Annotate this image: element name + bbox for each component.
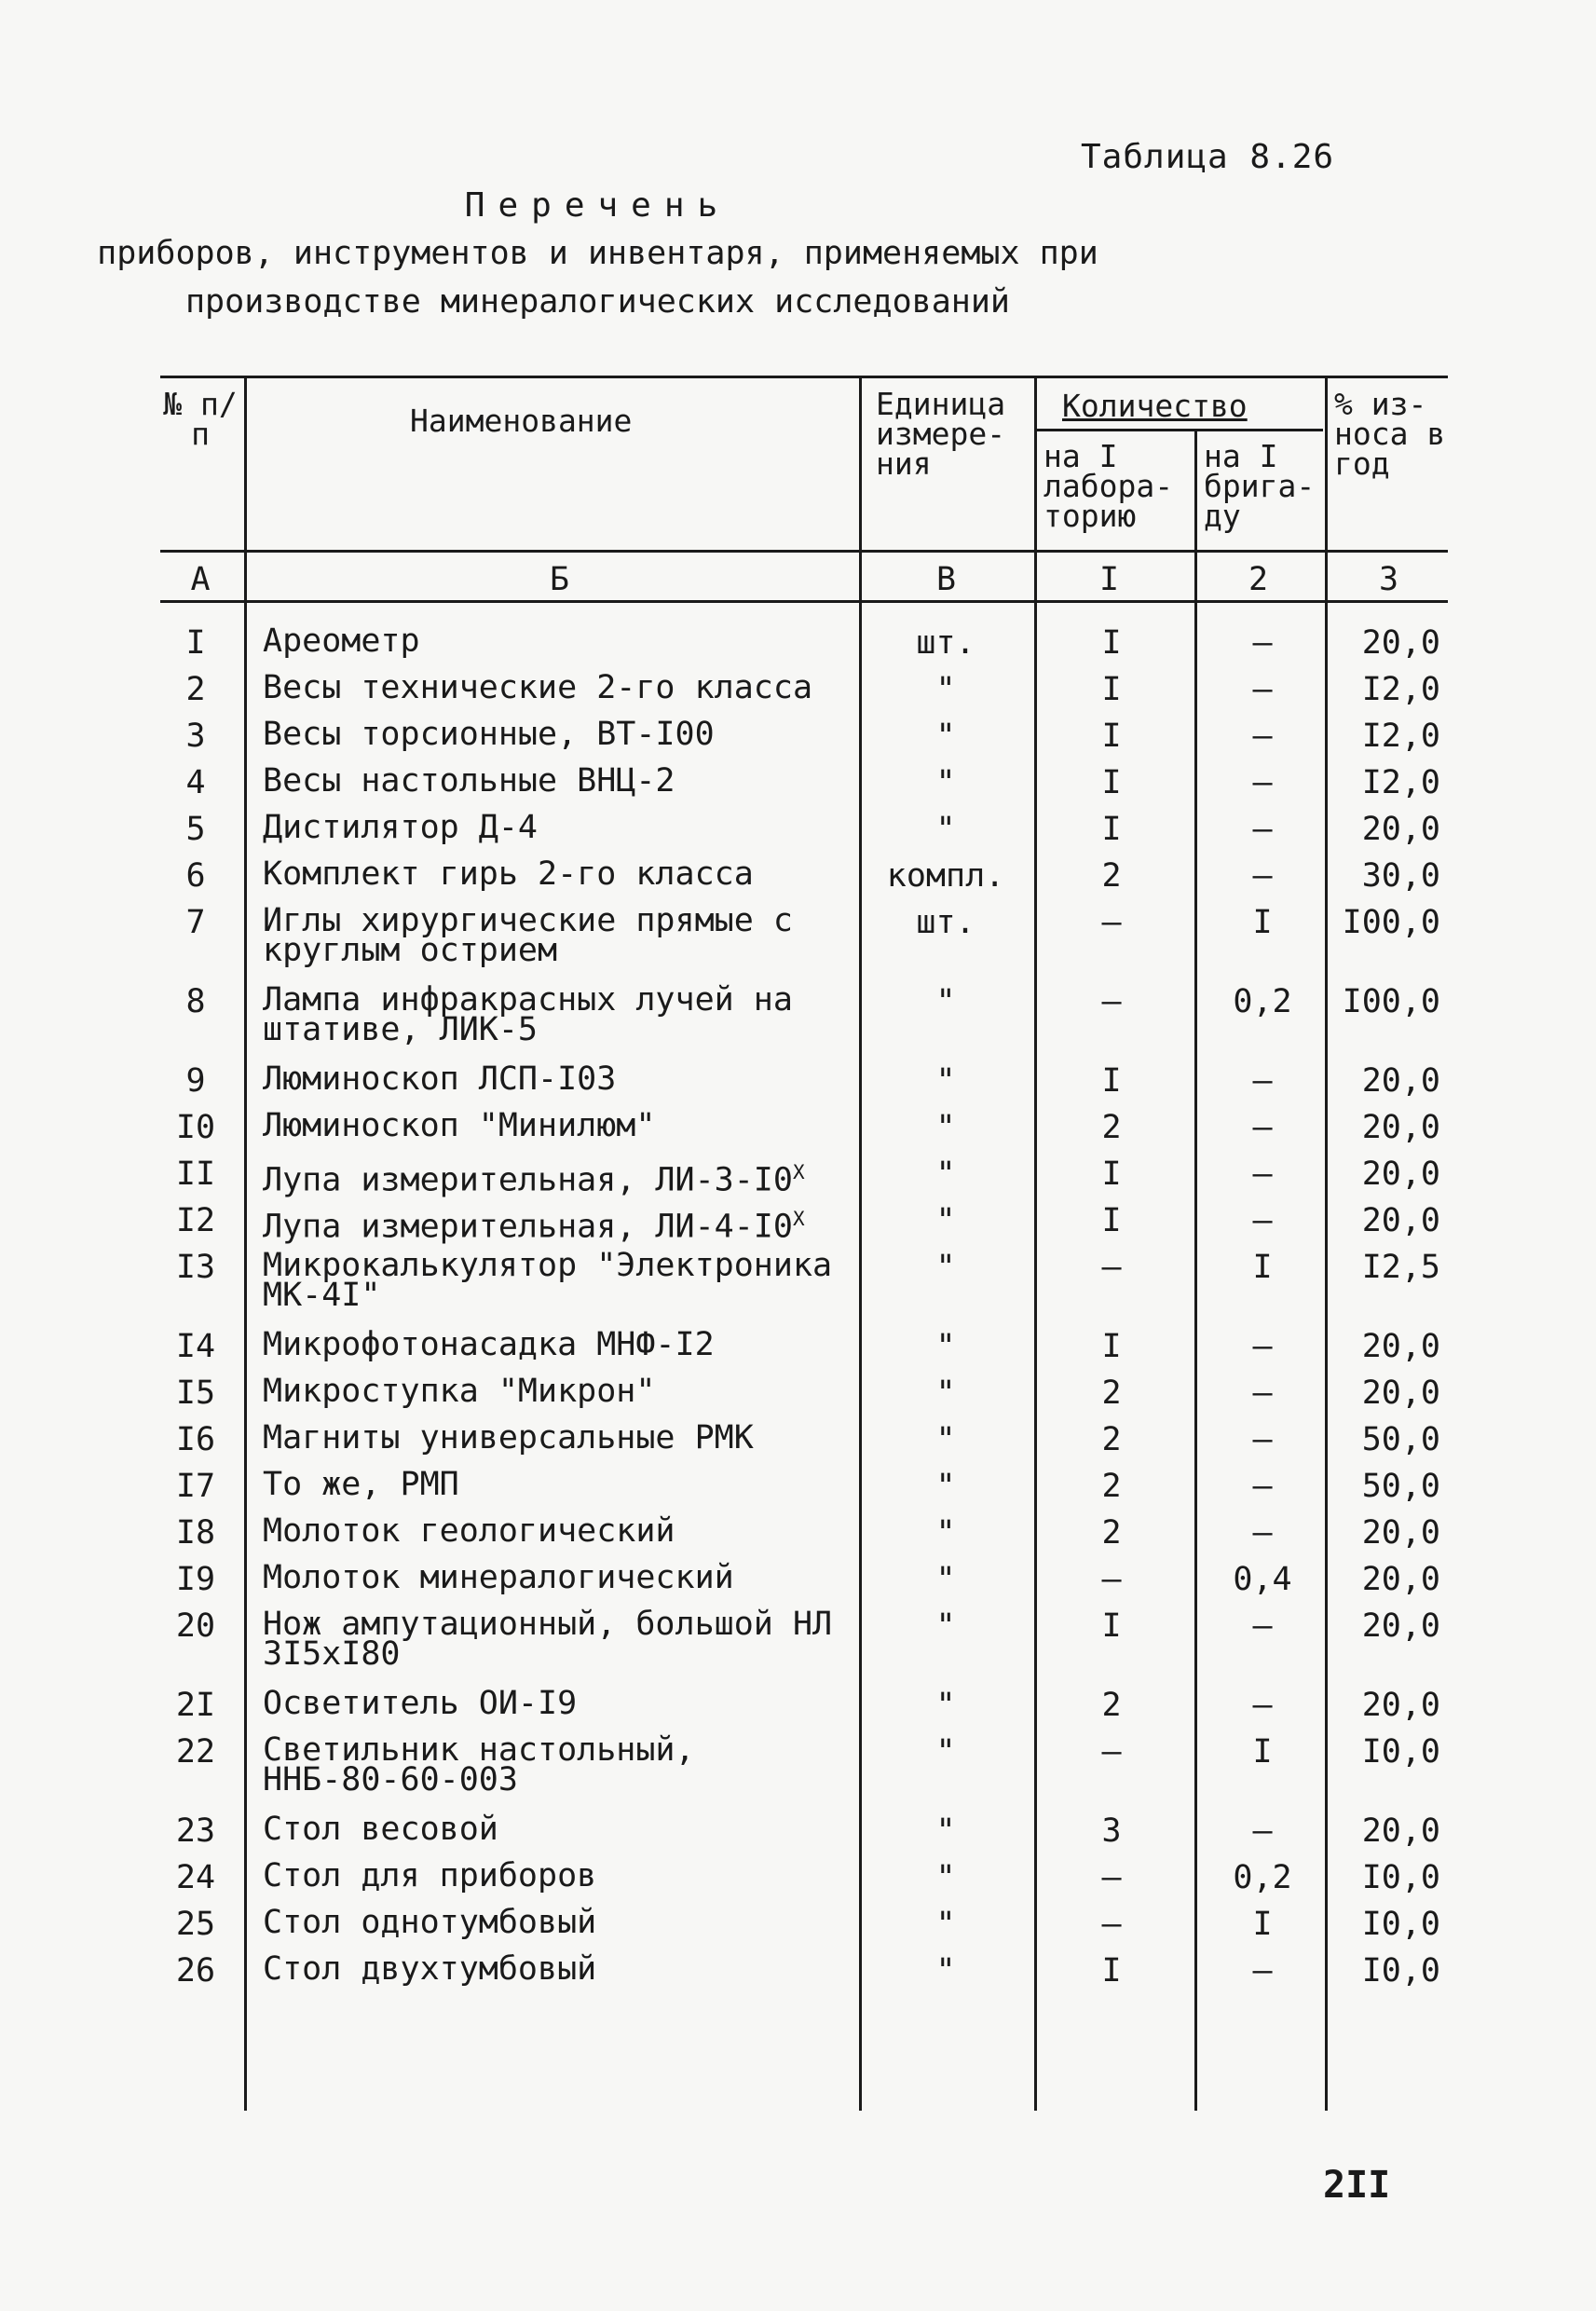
row-qty-brigade: I bbox=[1252, 1249, 1273, 1286]
row-number: I3 bbox=[175, 1249, 216, 1286]
row-unit: " bbox=[935, 1607, 956, 1645]
code-wear: 3 bbox=[1379, 561, 1399, 598]
row-unit: шт. bbox=[916, 904, 975, 941]
header-name: Наименование bbox=[410, 403, 633, 439]
row-name: Лупа измерительная, $ЛИ-3-I0^X$ bbox=[263, 1161, 805, 1199]
row-unit: " bbox=[935, 1906, 956, 1943]
row-wear: 30,0 bbox=[1361, 857, 1440, 895]
row-wear: 20,0 bbox=[1361, 811, 1440, 848]
row-unit: " bbox=[935, 1952, 956, 1990]
title-subheading-line2: производстве минералогических исследований bbox=[184, 283, 1010, 321]
row-unit: " bbox=[935, 1421, 956, 1458]
row-unit: " bbox=[935, 1249, 956, 1286]
row-unit: " bbox=[935, 1202, 956, 1239]
row-qty-brigade: 0,2 bbox=[1233, 983, 1292, 1020]
row-qty-brigade: I bbox=[1252, 1906, 1273, 1943]
row-qty-brigade: – bbox=[1252, 764, 1273, 801]
header-wear: % из- носа в год bbox=[1334, 386, 1446, 482]
row-name: Нож ампутационный, большой НЛ 3I5xI80 bbox=[263, 1606, 833, 1673]
row-qty-lab: I bbox=[1101, 1062, 1122, 1100]
row-name: Стол для приборов bbox=[263, 1857, 597, 1894]
row-qty-lab: I bbox=[1101, 1607, 1122, 1645]
row-name: Люминоскоп ЛСП-I03 bbox=[263, 1060, 617, 1098]
header-unit: Единица измере- ния bbox=[876, 386, 1006, 482]
row-number: 5 bbox=[185, 811, 206, 848]
row-unit: " bbox=[935, 1374, 956, 1412]
row-wear: I0,0 bbox=[1361, 1906, 1440, 1943]
row-number: I6 bbox=[175, 1421, 216, 1458]
row-qty-brigade: – bbox=[1252, 624, 1273, 662]
row-qty-brigade: – bbox=[1252, 671, 1273, 708]
row-qty-brigade: – bbox=[1252, 1202, 1273, 1239]
row-number: 8 bbox=[185, 983, 206, 1020]
row-qty-lab: – bbox=[1101, 904, 1122, 941]
row-number: 24 bbox=[175, 1859, 216, 1896]
row-wear: I2,0 bbox=[1361, 671, 1440, 708]
row-qty-brigade: – bbox=[1252, 1421, 1273, 1458]
row-name: Комплект гирь 2-го класса bbox=[263, 855, 754, 893]
row-unit: " bbox=[935, 1109, 956, 1146]
row-qty-lab: 2 bbox=[1101, 1421, 1122, 1458]
row-qty-brigade: – bbox=[1252, 1468, 1273, 1505]
row-wear: 20,0 bbox=[1361, 1687, 1440, 1724]
row-unit: " bbox=[935, 983, 956, 1020]
row-number: I8 bbox=[175, 1514, 216, 1552]
row-name: Лупа измерительная, $ЛИ-4-I0^X$ bbox=[263, 1208, 805, 1246]
row-name: Ареометр bbox=[263, 622, 420, 660]
row-wear: I00,0 bbox=[1342, 904, 1440, 941]
row-qty-lab: 2 bbox=[1101, 1514, 1122, 1552]
row-qty-brigade: – bbox=[1252, 857, 1273, 895]
row-unit: " bbox=[935, 764, 956, 801]
row-name: Стол весовой bbox=[263, 1811, 498, 1848]
row-name-superscript: X bbox=[792, 1161, 805, 1183]
row-number: I4 bbox=[175, 1328, 216, 1365]
row-number: 3 bbox=[185, 718, 206, 755]
row-wear: I2,0 bbox=[1361, 764, 1440, 801]
row-qty-brigade: 0,4 bbox=[1233, 1561, 1292, 1598]
row-unit: шт. bbox=[916, 624, 975, 662]
row-unit: " bbox=[935, 1468, 956, 1505]
row-name: Стол двухтумбовый bbox=[263, 1950, 597, 1988]
row-wear: 20,0 bbox=[1361, 1374, 1440, 1412]
header-per-lab: на I лабора- торию bbox=[1044, 438, 1174, 534]
row-number: 4 bbox=[185, 764, 206, 801]
codes-bottom-rule bbox=[160, 600, 1448, 603]
row-number: 6 bbox=[185, 857, 206, 895]
row-qty-lab: 2 bbox=[1101, 1109, 1122, 1146]
row-qty-lab: I bbox=[1101, 624, 1122, 662]
row-number: I5 bbox=[175, 1374, 216, 1412]
row-unit: " bbox=[935, 671, 956, 708]
row-qty-lab: – bbox=[1101, 983, 1122, 1020]
row-qty-brigade: – bbox=[1252, 1812, 1273, 1850]
row-wear: 50,0 bbox=[1361, 1421, 1440, 1458]
row-number: I bbox=[185, 624, 206, 662]
row-wear: 20,0 bbox=[1361, 1109, 1440, 1146]
table-label: Таблица 8.26 bbox=[1081, 138, 1335, 176]
row-number: 2I bbox=[175, 1687, 216, 1724]
row-unit: компл. bbox=[886, 857, 1005, 895]
row-wear: 20,0 bbox=[1361, 1561, 1440, 1598]
row-qty-brigade: – bbox=[1252, 718, 1273, 755]
row-qty-lab: – bbox=[1101, 1733, 1122, 1771]
row-number: I9 bbox=[175, 1561, 216, 1598]
row-wear: I0,0 bbox=[1361, 1952, 1440, 1990]
row-qty-brigade: – bbox=[1252, 1109, 1273, 1146]
row-name: Микрокалькулятор "Электроника МК-4I" bbox=[263, 1247, 833, 1314]
header-per-brigade: на I брига- ду bbox=[1204, 438, 1316, 534]
row-qty-lab: I bbox=[1101, 671, 1122, 708]
row-number: I7 bbox=[175, 1468, 216, 1505]
row-qty-brigade: – bbox=[1252, 1328, 1273, 1365]
row-wear: I0,0 bbox=[1361, 1733, 1440, 1771]
row-name: Люминоскоп "Минилюм" bbox=[263, 1107, 656, 1144]
row-name: Осветитель ОИ-I9 bbox=[263, 1685, 578, 1722]
row-name: Светильник настольный, ННБ-80-60-003 bbox=[263, 1731, 695, 1798]
row-name: Стол однотумбовый bbox=[263, 1904, 597, 1941]
row-number: 23 bbox=[175, 1812, 216, 1850]
header-num: № п/п bbox=[163, 386, 238, 452]
row-wear: 20,0 bbox=[1361, 1062, 1440, 1100]
row-number: 26 bbox=[175, 1952, 216, 1990]
row-qty-lab: – bbox=[1101, 1906, 1122, 1943]
row-wear: I2,5 bbox=[1361, 1249, 1440, 1286]
row-qty-brigade: 0,2 bbox=[1233, 1859, 1292, 1896]
row-name: Молоток минералогический bbox=[263, 1559, 734, 1596]
row-qty-lab: I bbox=[1101, 1156, 1122, 1193]
row-qty-brigade: – bbox=[1252, 811, 1273, 848]
row-number: 2 bbox=[185, 671, 206, 708]
row-wear: 20,0 bbox=[1361, 1514, 1440, 1552]
row-unit: " bbox=[935, 1812, 956, 1850]
row-qty-brigade: – bbox=[1252, 1607, 1273, 1645]
row-wear: 20,0 bbox=[1361, 624, 1440, 662]
row-number: 20 bbox=[175, 1607, 216, 1645]
row-number: 7 bbox=[185, 904, 206, 941]
row-wear: 20,0 bbox=[1361, 1328, 1440, 1365]
row-qty-lab: I bbox=[1101, 718, 1122, 755]
quantity-subheader-rule bbox=[1036, 429, 1323, 431]
row-name: Весы технические 2-го класса bbox=[263, 669, 813, 706]
row-qty-lab: I bbox=[1101, 811, 1122, 848]
row-qty-lab: – bbox=[1101, 1249, 1122, 1286]
row-name: Весы торсионные, ВТ-I00 bbox=[263, 716, 715, 753]
row-number: 25 bbox=[175, 1906, 216, 1943]
row-name: Молоток геологический bbox=[263, 1512, 675, 1550]
page-number: 2II bbox=[1323, 2164, 1391, 2207]
row-unit: " bbox=[935, 811, 956, 848]
row-qty-lab: 2 bbox=[1101, 1687, 1122, 1724]
header-quantity: Количество bbox=[1062, 388, 1248, 424]
row-name-superscript: X bbox=[792, 1208, 805, 1230]
row-unit: " bbox=[935, 1687, 956, 1724]
row-qty-brigade: – bbox=[1252, 1374, 1273, 1412]
title-heading: Перечень bbox=[464, 186, 731, 225]
row-qty-lab: 2 bbox=[1101, 1374, 1122, 1412]
row-name: Весы настольные ВНЦ-2 bbox=[263, 762, 675, 800]
row-wear: 20,0 bbox=[1361, 1202, 1440, 1239]
row-qty-brigade: – bbox=[1252, 1514, 1273, 1552]
col-divider-3 bbox=[1034, 377, 1037, 2111]
code-lab: I bbox=[1099, 561, 1120, 598]
row-name: Микрофотонасадка МНФ-I2 bbox=[263, 1326, 715, 1363]
row-name: Лампа инфракрасных лучей на штативе, ЛИК-5 bbox=[263, 981, 793, 1048]
row-name: Микроступка "Микрон" bbox=[263, 1373, 656, 1410]
row-unit: " bbox=[935, 718, 956, 755]
table-top-rule bbox=[160, 376, 1448, 378]
row-number: 22 bbox=[175, 1733, 216, 1771]
row-name: Магниты универсальные РМК bbox=[263, 1419, 754, 1456]
row-unit: " bbox=[935, 1156, 956, 1193]
row-unit: " bbox=[935, 1859, 956, 1896]
code-num: А bbox=[190, 561, 211, 598]
col-divider-2 bbox=[859, 377, 862, 2111]
row-qty-lab: I bbox=[1101, 1952, 1122, 1990]
row-wear: I00,0 bbox=[1342, 983, 1440, 1020]
row-unit: " bbox=[935, 1514, 956, 1552]
row-wear: I0,0 bbox=[1361, 1859, 1440, 1896]
row-number: II bbox=[175, 1156, 216, 1193]
col-divider-4 bbox=[1194, 431, 1197, 2111]
row-unit: " bbox=[935, 1328, 956, 1365]
col-divider-5 bbox=[1325, 377, 1328, 2111]
row-name: Дистилятор Д-4 bbox=[263, 809, 539, 846]
row-qty-lab: I bbox=[1101, 1202, 1122, 1239]
row-wear: 20,0 bbox=[1361, 1607, 1440, 1645]
row-number: I0 bbox=[175, 1109, 216, 1146]
header-bottom-rule bbox=[160, 550, 1448, 553]
row-name: Иглы хирургические прямые с круглым острием bbox=[263, 902, 793, 969]
code-brig: 2 bbox=[1248, 561, 1269, 598]
row-qty-brigade: – bbox=[1252, 1687, 1273, 1724]
row-name: То же, РМП bbox=[263, 1466, 459, 1503]
row-unit: " bbox=[935, 1561, 956, 1598]
row-qty-lab: – bbox=[1101, 1859, 1122, 1896]
row-unit: " bbox=[935, 1062, 956, 1100]
row-wear: 20,0 bbox=[1361, 1812, 1440, 1850]
row-number: I2 bbox=[175, 1202, 216, 1239]
title-subheading-line1: приборов, инструментов и инвентаря, применяемых при bbox=[97, 235, 1098, 272]
row-qty-brigade: – bbox=[1252, 1952, 1273, 1990]
col-divider-1 bbox=[244, 377, 247, 2111]
row-wear: 20,0 bbox=[1361, 1156, 1440, 1193]
row-qty-lab: – bbox=[1101, 1561, 1122, 1598]
row-qty-lab: I bbox=[1101, 764, 1122, 801]
row-qty-brigade: – bbox=[1252, 1156, 1273, 1193]
code-unit: В bbox=[936, 561, 957, 598]
row-qty-lab: I bbox=[1101, 1328, 1122, 1365]
row-qty-brigade: I bbox=[1252, 904, 1273, 941]
row-qty-lab: 2 bbox=[1101, 857, 1122, 895]
row-qty-lab: 3 bbox=[1101, 1812, 1122, 1850]
row-number: 9 bbox=[185, 1062, 206, 1100]
row-wear: I2,0 bbox=[1361, 718, 1440, 755]
code-name: Б bbox=[550, 561, 570, 598]
row-unit: " bbox=[935, 1733, 956, 1771]
row-wear: 50,0 bbox=[1361, 1468, 1440, 1505]
row-qty-brigade: I bbox=[1252, 1733, 1273, 1771]
row-qty-lab: 2 bbox=[1101, 1468, 1122, 1505]
row-qty-brigade: – bbox=[1252, 1062, 1273, 1100]
